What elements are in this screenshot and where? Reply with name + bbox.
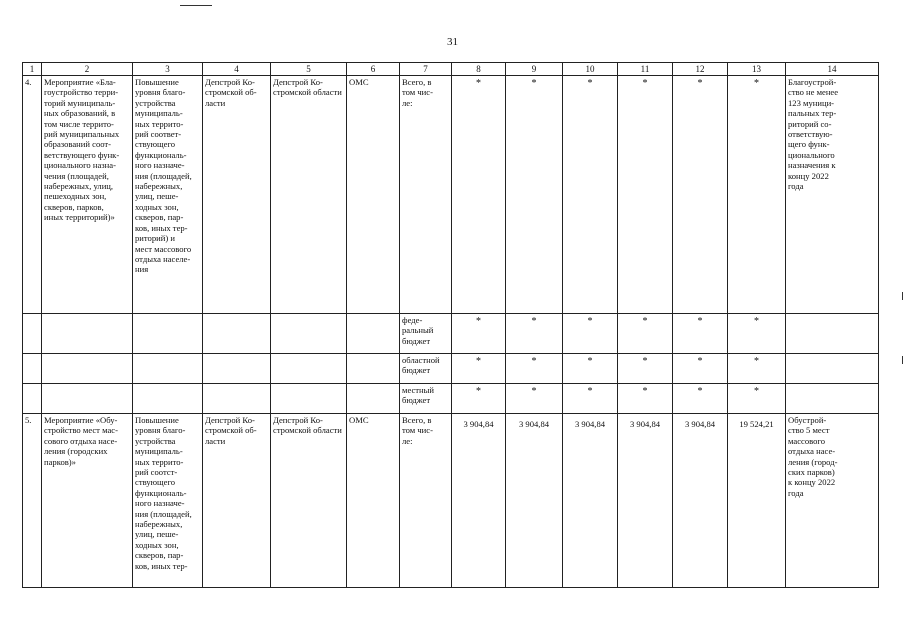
expected-result: Обустрой- ство 5 мест массового отдыха насе- ления (город- ских парков) к концу 2022 года: [786, 414, 879, 588]
funding-source: областной бюджет: [400, 354, 452, 384]
scan-mark: [180, 5, 212, 6]
edge-mark: [902, 292, 903, 300]
empty-cell: [133, 314, 203, 354]
value-cell: *: [506, 354, 563, 384]
value-cell: *: [673, 314, 728, 354]
event-name: Мероприятие «Обу- стройство мест мас- сового отдыха насе- ления (городских парков)»: [42, 414, 133, 588]
empty-cell: [786, 384, 879, 414]
value-cell: 3 904,84: [673, 414, 728, 588]
empty-cell: [203, 354, 271, 384]
funding-source: местный бюджет: [400, 384, 452, 414]
empty-cell: [786, 314, 879, 354]
value-cell: *: [673, 76, 728, 314]
empty-cell: [23, 354, 42, 384]
page-number: 31: [447, 36, 458, 48]
value-cell: *: [563, 354, 618, 384]
row-number: 5.: [23, 414, 42, 588]
value-cell: *: [452, 314, 506, 354]
empty-cell: [42, 354, 133, 384]
header-cell: 1: [23, 63, 42, 76]
empty-cell: [347, 384, 400, 414]
executor: Депстрой Ко- стромской об- ласти: [203, 76, 271, 314]
participant: Депстрой Ко- стромской области: [271, 76, 347, 314]
empty-cell: [203, 314, 271, 354]
table-row: [23, 354, 879, 384]
header-cell: 10: [563, 63, 618, 76]
oms: ОМС: [347, 76, 400, 314]
header-cell: 13: [728, 63, 786, 76]
value-cell: *: [728, 384, 786, 414]
value-cell: *: [728, 314, 786, 354]
empty-cell: [42, 384, 133, 414]
empty-cell: [203, 384, 271, 414]
funding-source: Всего, в том чис- ле:: [400, 414, 452, 588]
header-cell: 11: [618, 63, 673, 76]
header-cell: 4: [203, 63, 271, 76]
empty-cell: [347, 354, 400, 384]
value-cell: *: [673, 354, 728, 384]
value-cell: *: [673, 384, 728, 414]
value-cell: *: [618, 314, 673, 354]
value-cell: 3 904,84: [618, 414, 673, 588]
value-cell: *: [506, 76, 563, 314]
funding-source: Всего, в том чис- ле:: [400, 76, 452, 314]
value-cell: 19 524,21: [728, 414, 786, 588]
header-cell: 7: [400, 63, 452, 76]
table-header-row: [23, 63, 879, 76]
value-cell: *: [506, 314, 563, 354]
header-cell: 5: [271, 63, 347, 76]
empty-cell: [133, 354, 203, 384]
row-number: 4.: [23, 76, 42, 314]
funding-source: феде- ральный бюджет: [400, 314, 452, 354]
header-cell: 8: [452, 63, 506, 76]
value-cell: *: [728, 76, 786, 314]
event-name: Мероприятие «Бла- гоустройство терри- торий муниципаль- ных образований, в том числе террито- рий муниципальных образований соот- ветствующего функ- ционального назна- чения (площадей, набережных, улиц, пешеходных зон, скверов, парков, иных территорий)»: [42, 76, 133, 314]
empty-cell: [347, 314, 400, 354]
header-cell: 9: [506, 63, 563, 76]
program-table: [22, 62, 879, 588]
empty-cell: [133, 384, 203, 414]
value-cell: *: [563, 76, 618, 314]
value-cell: *: [452, 384, 506, 414]
event-goal: Повышение уровня благо- устройства муниципаль- ных террито- рий соответ- ствующего функциональ- ного назначе- ния (площадей, набережных, улиц, пеше- ходных зон, скверов, пар- ков, иных тер- риторий) и мест массового отдыха населе- ния: [133, 76, 203, 314]
header-cell: 2: [42, 63, 133, 76]
value-cell: 3 904,84: [563, 414, 618, 588]
value-cell: 3 904,84: [452, 414, 506, 588]
value-cell: *: [618, 354, 673, 384]
value-cell: *: [618, 76, 673, 314]
value-cell: *: [728, 354, 786, 384]
edge-mark: [902, 356, 903, 364]
value-cell: *: [563, 314, 618, 354]
table-row: [23, 414, 879, 588]
empty-cell: [271, 314, 347, 354]
empty-cell: [271, 354, 347, 384]
empty-cell: [786, 354, 879, 384]
expected-result: Благоустрой- ство не менее 123 муници- пальных тер- риторий со- ответствую- щего функ- ционального назначения к концу 2022 года: [786, 76, 879, 314]
executor: Депстрой Ко- стромской об- ласти: [203, 414, 271, 588]
table-row: [23, 314, 879, 354]
empty-cell: [23, 384, 42, 414]
empty-cell: [23, 314, 42, 354]
table-row: [23, 384, 879, 414]
value-cell: *: [506, 384, 563, 414]
value-cell: 3 904,84: [506, 414, 563, 588]
empty-cell: [42, 314, 133, 354]
oms: ОМС: [347, 414, 400, 588]
header-cell: 6: [347, 63, 400, 76]
empty-cell: [271, 384, 347, 414]
header-cell: 12: [673, 63, 728, 76]
value-cell: *: [563, 384, 618, 414]
table-row: [23, 76, 879, 314]
participant: Депстрой Ко- стромской области: [271, 414, 347, 588]
header-cell: 3: [133, 63, 203, 76]
value-cell: *: [618, 384, 673, 414]
value-cell: *: [452, 354, 506, 384]
header-cell: 14: [786, 63, 879, 76]
event-goal: Повышение уровня благо- устройства муниципаль- ных террито- рий соотст- ствующего функциональ- ного назначе- ния (площадей, набережных, улиц, пеше- ходных зон, скверов, пар- ков, иных тер-: [133, 414, 203, 588]
value-cell: *: [452, 76, 506, 314]
